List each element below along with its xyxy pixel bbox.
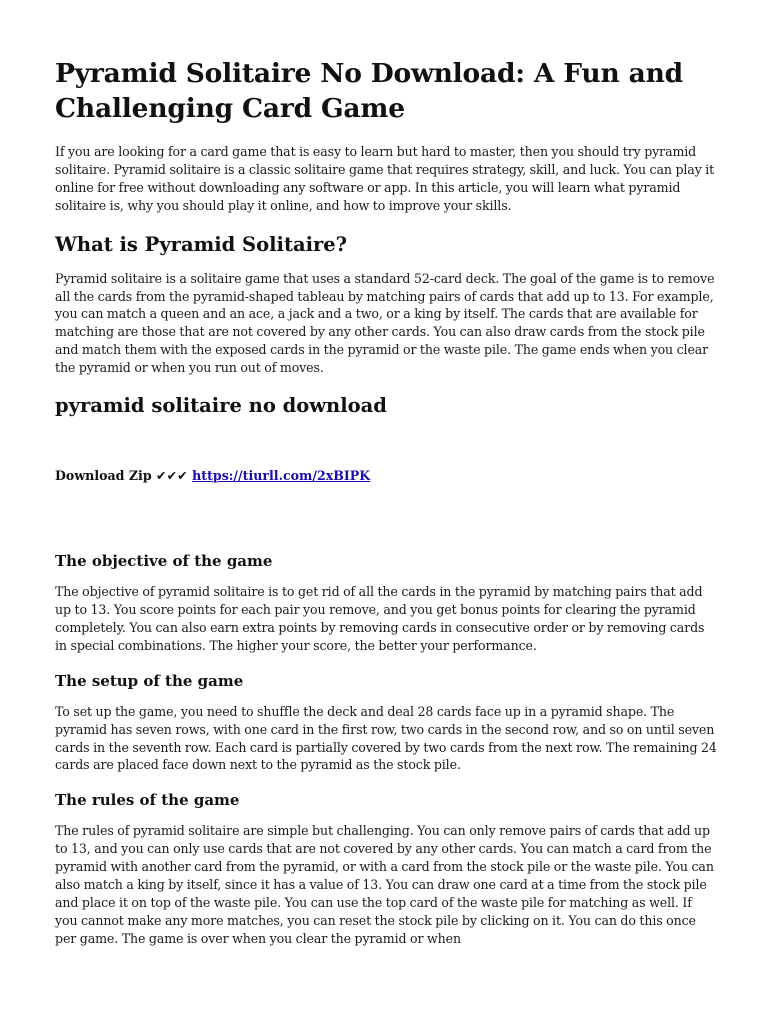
download-label: Download Zip [55,468,152,484]
page-title: Pyramid Solitaire No Download: A Fun and Challenging Card Game [55,58,683,124]
section-heading-objective: The objective of the game [55,552,273,571]
download-link[interactable]: https://tiurll.com/2xBIPK [192,468,371,484]
section-heading-rules: The rules of the game [55,791,240,810]
document-page [55,56,717,948]
download-arrows-icon: ✔✔✔ [156,468,188,484]
intro-paragraph: If you are looking for a card game that is easy to learn but hard to master, then you should try pyramid solitaire. Pyramid solitaire is a classic solitaire game that requires strategy, skill, and luck. You can play it online for free without downloading any software or app. In this article, you will learn what pyramid solitaire is, why you should play it online, and how to improve your skills. [55,144,715,213]
keyword-heading: pyramid solitaire no download [55,394,387,418]
section-heading-setup: The setup of the game [55,671,244,690]
download-line [55,467,717,485]
section-body-what: Pyramid solitaire is a solitaire game that uses a standard 52-card deck. The goal of the game is to remove all the cards from the pyramid-shaped tableau by matching pairs of cards that add up to 13. For example, you can match a queen and an ace, a jack and a two, or a king by itself. The cards that are available for matching are those that are not covered by any other cards. You can also draw cards from the stock pile and match them with the exposed cards in the pyramid or the waste pile. The game ends when you clear the pyramid or when you run out of moves. [55,270,715,376]
section-heading-what: What is Pyramid Solitaire? [55,232,348,256]
section-body-rules: The rules of pyramid solitaire are simple but challenging. You can only remove pairs of cards that add up to 13, and you can only use cards that are not covered by any other cards. You can match a card from the pyramid with another card from the pyramid, or with a card from the stock pile or the waste pile. You can also match a king by itself, since it has a value of 13. You can draw one card at a time from the stock pile and place it on top of the waste pile. You can use the top card of the waste pile for matching as well. If you cannot make any more matches, you can reset the stock pile by clicking on it. You can do this once per game. The game is over when you clear the pyramid or when [55,823,714,946]
section-body-setup: To set up the game, you need to shuffle the deck and deal 28 cards face up in a pyramid shape. The pyramid has seven rows, with one card in the first row, two cards in the second row, and so on until seven cards in the seventh row. Each card is partially covered by two cards from the next row. The remaining 24 cards are placed face down next to the pyramid as the stock pile. [55,703,717,773]
section-body-objective: The objective of pyramid solitaire is to get rid of all the cards in the pyramid by matching pairs that add up to 13. You score points for each pair you remove, and you get bonus points for clearing the pyramid completely. You can also earn extra points by removing cards in consecutive order or by removing cards in special combinations. The higher your score, the better your performance. [55,584,705,653]
